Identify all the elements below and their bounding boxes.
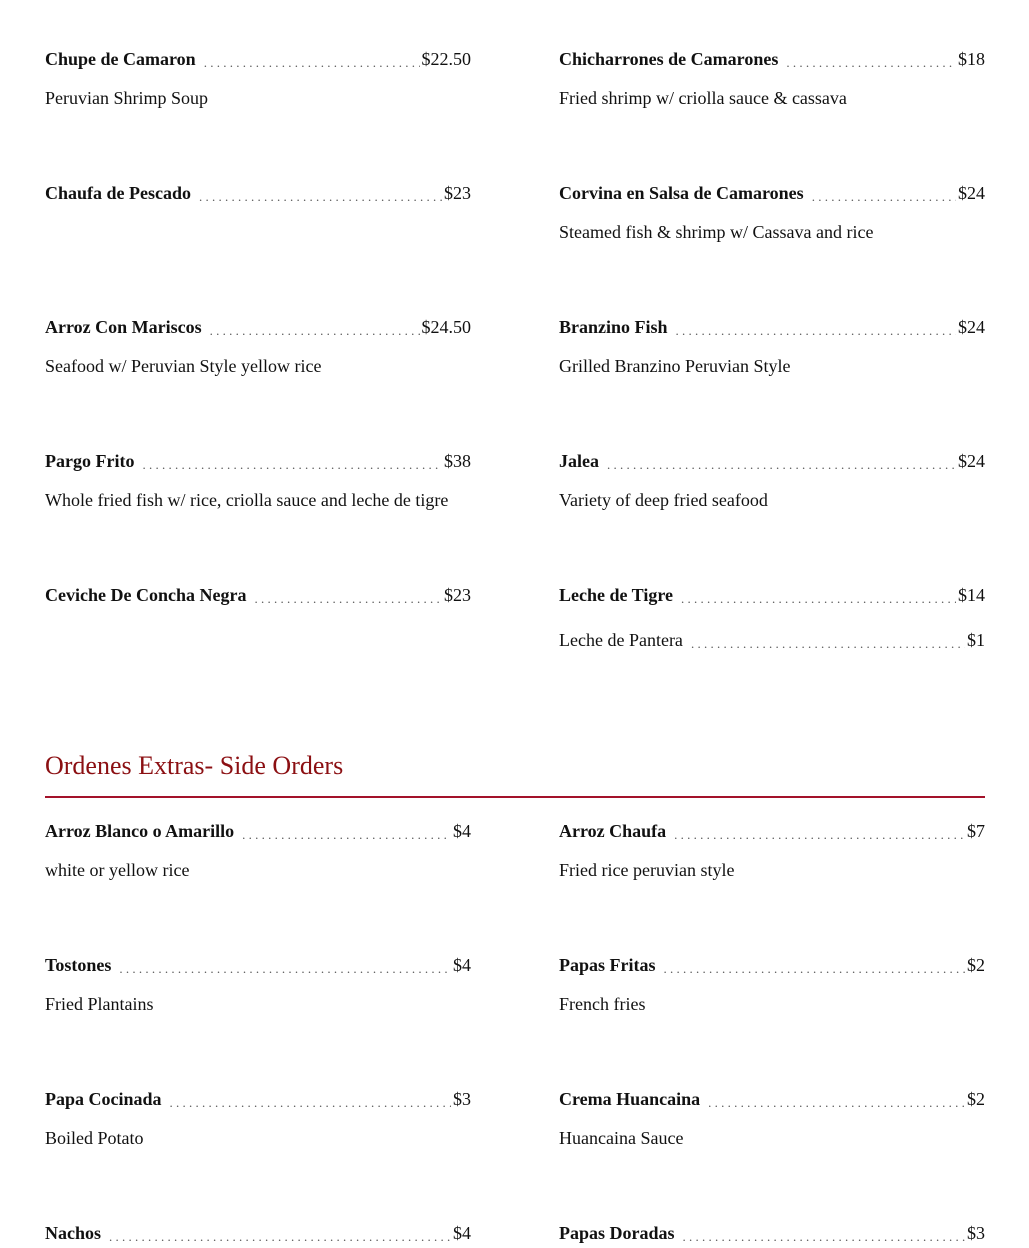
item-name: Corvina en Salsa de Camarones — [559, 183, 804, 203]
side-item-arroz-blanco-o-amarillo — [45, 820, 471, 881]
item-name: Chaufa de Pescado — [45, 183, 192, 203]
side-item-crema-huancaina — [559, 1088, 985, 1149]
side-item-papas-doradas — [559, 1222, 985, 1244]
menu-item-chupe-de-camaron — [45, 48, 471, 109]
dot-leader — [674, 824, 965, 846]
item-description: Seafood w/ Peruvian Style yellow rice — [45, 356, 322, 376]
item-price: $24 — [958, 317, 985, 337]
item-price: $23 — [444, 585, 471, 605]
item-name: Arroz Blanco o Amarillo — [45, 821, 235, 841]
item-description: white or yellow rice — [45, 860, 190, 880]
item-description: Fried shrimp w/ criolla sauce & cassava — [559, 88, 847, 108]
item-price: $7 — [967, 821, 985, 841]
item-price: $24.50 — [421, 317, 471, 337]
side-item-nachos — [45, 1222, 471, 1244]
item-description: Steamed fish & shrimp w/ Cassava and rice — [559, 222, 874, 242]
item-price: $23 — [444, 183, 471, 203]
item-name: Branzino Fish — [559, 317, 668, 337]
item-name: Arroz Con Mariscos — [45, 317, 202, 337]
item-price: $18 — [958, 49, 985, 69]
item-price: $3 — [453, 1089, 471, 1109]
menu-item-corvina-en-salsa-de-camarones — [559, 182, 985, 243]
dot-leader — [142, 454, 442, 476]
item-name: Jalea — [559, 451, 599, 471]
item-price: $24 — [958, 183, 985, 203]
side-item-arroz-chaufa — [559, 820, 985, 881]
item-description: Peruvian Shrimp Soup — [45, 88, 209, 108]
section-title-side-orders: Ordenes Extras- Side Orders — [45, 751, 344, 780]
dot-leader — [786, 52, 956, 74]
dot-leader — [607, 454, 956, 476]
item-price: $2 — [967, 1089, 985, 1109]
item-name: Ceviche De Concha Negra — [45, 585, 247, 605]
item-price: $1 — [967, 630, 985, 650]
item-name: Leche de Pantera — [559, 630, 683, 650]
section-divider — [45, 796, 985, 798]
dot-leader — [242, 824, 451, 846]
side-item-tostones — [45, 954, 471, 1015]
item-price: $2 — [967, 955, 985, 975]
item-name: Arroz Chaufa — [559, 821, 667, 841]
dot-leader — [254, 588, 442, 610]
item-price: $24 — [958, 451, 985, 471]
item-name: Papas Fritas — [559, 955, 656, 975]
dot-leader — [812, 186, 956, 208]
item-price: $3 — [967, 1223, 985, 1243]
item-description: Fried rice peruvian style — [559, 860, 735, 880]
item-description: Boiled Potato — [45, 1128, 144, 1148]
item-name: Pargo Frito — [45, 451, 135, 471]
dot-leader — [681, 588, 956, 610]
dot-leader — [204, 52, 420, 74]
menu-item-ceviche-de-concha-negra — [45, 584, 471, 606]
item-name: Papa Cocinada — [45, 1089, 162, 1109]
item-description: Variety of deep fried seafood — [559, 490, 768, 510]
dot-leader — [708, 1092, 965, 1114]
item-price: $4 — [453, 821, 471, 841]
item-name: Leche de Tigre — [559, 585, 673, 605]
item-price: $22.50 — [421, 49, 471, 69]
menu-item-leche-de-tigre — [559, 584, 985, 606]
dot-leader — [119, 958, 451, 980]
menu-item-branzino-fish — [559, 316, 985, 377]
item-description: Whole fried fish w/ rice, criolla sauce and leche de tigre — [45, 490, 449, 510]
dot-leader — [691, 633, 965, 655]
item-name: Papas Doradas — [559, 1223, 675, 1243]
dot-leader — [199, 186, 442, 208]
side-item-papa-cocinada — [45, 1088, 471, 1149]
item-price: $14 — [958, 585, 985, 605]
menu-item-pargo-frito — [45, 450, 471, 511]
dot-leader — [676, 320, 956, 342]
item-name: Tostones — [45, 955, 112, 975]
dot-leader — [170, 1092, 451, 1114]
side-item-papas-fritas — [559, 954, 985, 1015]
menu-item-leche-de-pantera — [559, 629, 985, 651]
menu-item-arroz-con-mariscos — [45, 316, 471, 377]
item-description: Grilled Branzino Peruvian Style — [559, 356, 791, 376]
item-description: Huancaina Sauce — [559, 1128, 684, 1148]
item-price: $4 — [453, 1223, 471, 1243]
item-name: Chicharrones de Camarones — [559, 49, 779, 69]
item-price: $38 — [444, 451, 471, 471]
dot-leader — [109, 1226, 451, 1248]
item-description: French fries — [559, 994, 646, 1014]
dot-leader — [210, 320, 420, 342]
dot-leader — [664, 958, 966, 980]
item-name: Nachos — [45, 1223, 102, 1243]
menu-item-jalea — [559, 450, 985, 511]
menu-item-chaufa-de-pescado — [45, 182, 471, 204]
dot-leader — [683, 1226, 965, 1248]
menu-item-chicharrones-de-camarones — [559, 48, 985, 109]
item-description: Fried Plantains — [45, 994, 154, 1014]
item-name: Crema Huancaina — [559, 1089, 701, 1109]
item-price: $4 — [453, 955, 471, 975]
item-name: Chupe de Camaron — [45, 49, 196, 69]
